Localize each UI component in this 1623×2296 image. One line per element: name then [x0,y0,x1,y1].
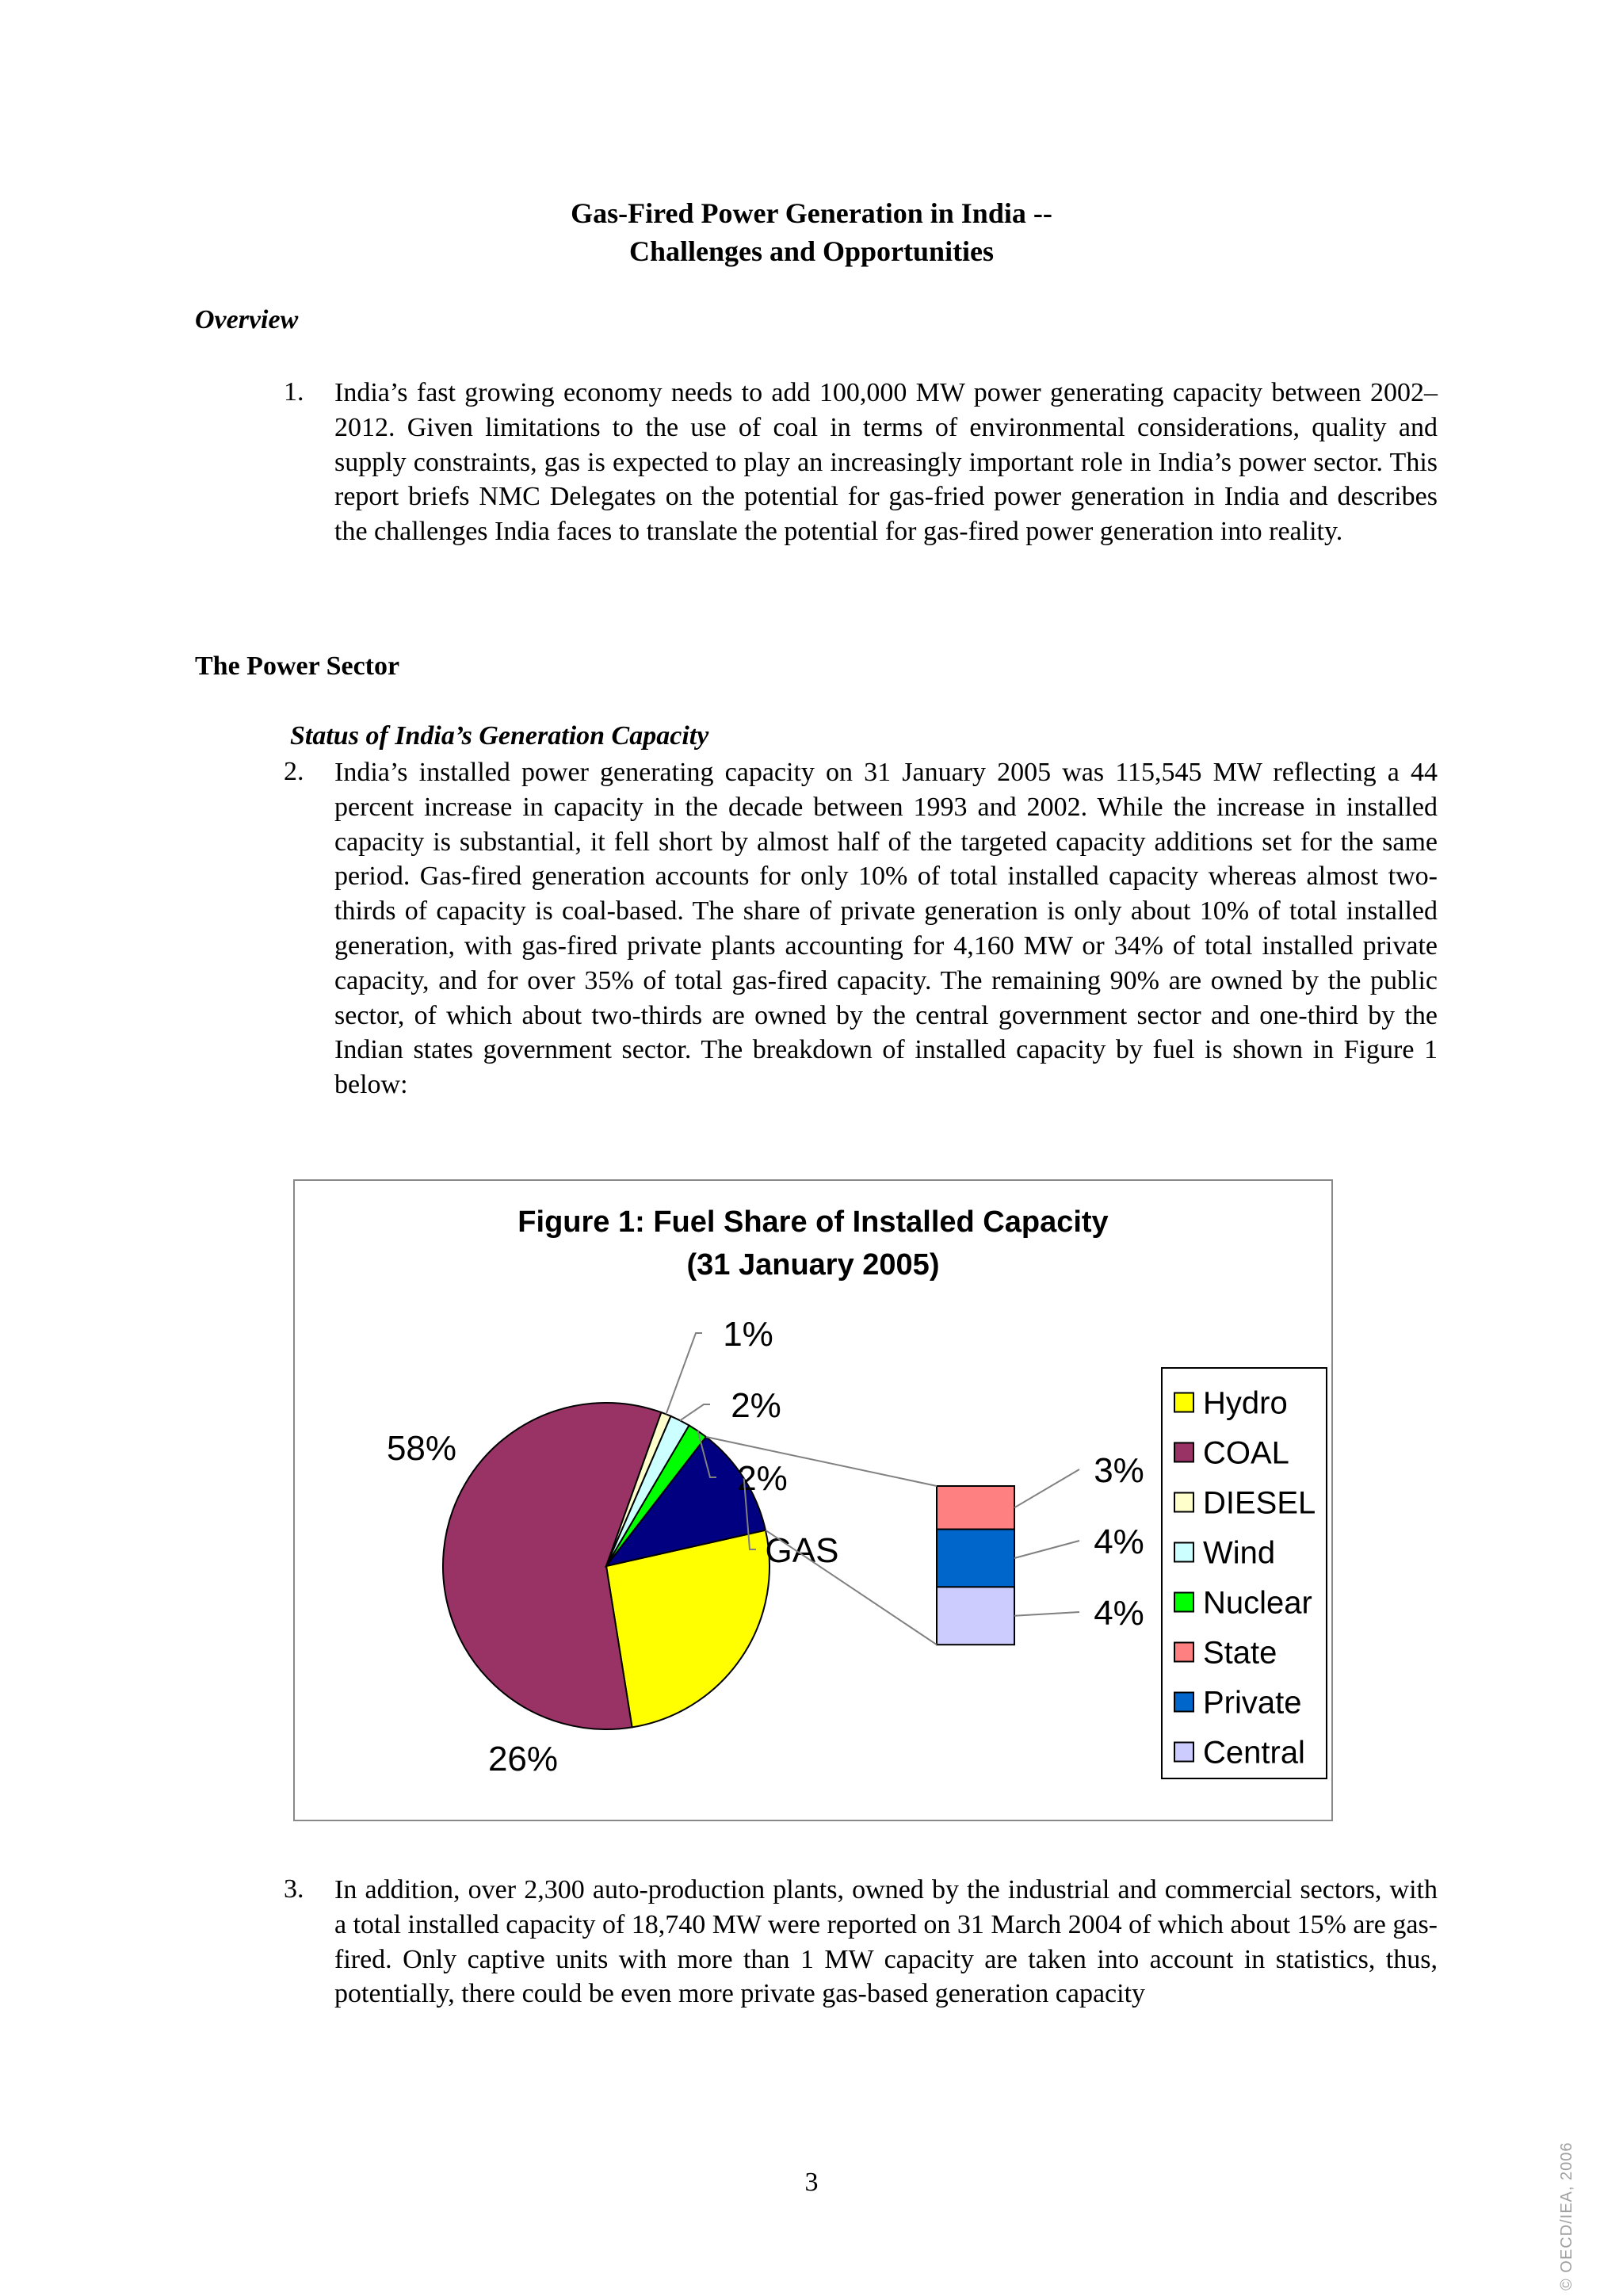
paragraph-1 [334,376,1438,549]
legend-swatch-state [1174,1643,1193,1662]
gas-bar-label-central: 4% [1094,1594,1144,1633]
leader-line-diesel [666,1333,702,1414]
pie-label-gas: GAS [765,1531,839,1570]
gas-bar-leader-central [1014,1612,1079,1616]
pie-chart-svg [295,1181,1331,1820]
legend-swatch-diesel [1174,1493,1193,1512]
legend-label-state: State [1203,1635,1277,1671]
gas-bar-label-private: 4% [1094,1522,1144,1561]
gas-bar-segment-central [937,1587,1014,1645]
title-line-1: Gas-Fired Power Generation in India -- [571,197,1052,229]
paragraph-1-text: India’s fast growing economy needs to add 100,000 MW power generating capacity between 2002–2012. Given limitations to the use of coal in terms of environmental considerations, quality and supply constraints, gas is expected to play an increasingly important role in India’s power sector. This report briefs NMC Delegates on the potential for gas-fried power generation in India and describes the challenges India faces to translate the potential for gas-fired power generation into reality. [334,378,1438,547]
gas-bar-segment-state [937,1486,1014,1530]
legend-label-nuclear: Nuclear [1203,1585,1312,1621]
pie-label-hydro: 26% [487,1740,559,1778]
chart-subtitle: (31 January 2005) [686,1248,940,1282]
paragraph-3 [334,1873,1438,2011]
page-number: 3 [804,2168,819,2197]
chart-title: Figure 1: Fuel Share of Installed Capacity [517,1205,1109,1239]
legend-label-coal: COAL [1203,1435,1289,1471]
legend-label-central: Central [1203,1735,1305,1771]
pie-label-coal: 58% [386,1429,457,1468]
title-line-2: Challenges and Opportunities [628,235,995,267]
gas-bar-label-state: 3% [1094,1451,1144,1490]
legend-swatch-central [1174,1743,1193,1762]
pie-label-nuclear: 2% [737,1459,788,1498]
legend-label-hydro: Hydro [1203,1385,1288,1421]
paragraph-2-text: India’s installed power generating capacity on 31 January 2005 was 115,545 MW reflecting a 44 percent increase in capacity in the decade between 1993 and 2002. While the increase in installed capacity is substantial, it fell short by almost half of the targeted capacity additions set for the same period. Gas-fired generation accounts for only 10% of total installed capacity whereas almost two-thirds of capacity is coal-based. The share of private generation is only about 10% of total installed generation, with gas-fired private plants accounting for 4,160 MW or 34% of total installed private capacity, and for over 35% of total gas-fired capacity. The remaining 90% are owned by the public sector, of which about two-thirds are owned by the central government sector and one-third by the Indian states government sector. The breakdown of installed capacity by fuel is shown in Figure 1 below: [334,758,1438,1100]
gas-bar-segment-private [937,1530,1014,1587]
pie-label-diesel: 1% [723,1315,773,1354]
gas-bar-leader-private [1014,1541,1079,1558]
gas-bar-leader-state [1014,1469,1079,1507]
legend-swatch-private [1174,1693,1193,1712]
status-heading: Status of India’s Generation Capacity [290,721,709,751]
legend-label-private: Private [1203,1685,1302,1721]
para3-number: 3. [284,1874,304,1904]
para1-number: 1. [284,377,304,407]
leader-line-wind [680,1404,710,1420]
legend-label-diesel: DIESEL [1203,1485,1316,1521]
overview-heading: Overview [195,305,299,334]
paragraph-2 [334,755,1438,1102]
legend-swatch-coal [1174,1443,1193,1462]
pie-label-wind: 2% [731,1386,781,1425]
legend-label-wind: Wind [1203,1535,1276,1571]
legend-swatch-wind [1174,1543,1193,1562]
document-title [0,194,1623,270]
copyright-watermark: © OECD/IEA, 2006 [1558,2141,1575,2290]
paragraph-3-text: In addition, over 2,300 auto-production plants, owned by the industrial and commercial sectors, with a total installed capacity of 18,740 MW were reported on 31 March 2004 of which about 15% are gas-fired. Only captive units with more than 1 MW capacity are taken into account in statistics, thus, potentially, there could be even more private gas-based generation capacity [334,1875,1438,2009]
legend-swatch-nuclear [1174,1593,1193,1612]
power-sector-heading: The Power Sector [195,651,400,681]
figure-1-chart [293,1179,1333,1821]
legend-swatch-hydro [1174,1393,1193,1412]
para2-number: 2. [284,757,304,786]
gas-connector-bottom [766,1530,937,1645]
